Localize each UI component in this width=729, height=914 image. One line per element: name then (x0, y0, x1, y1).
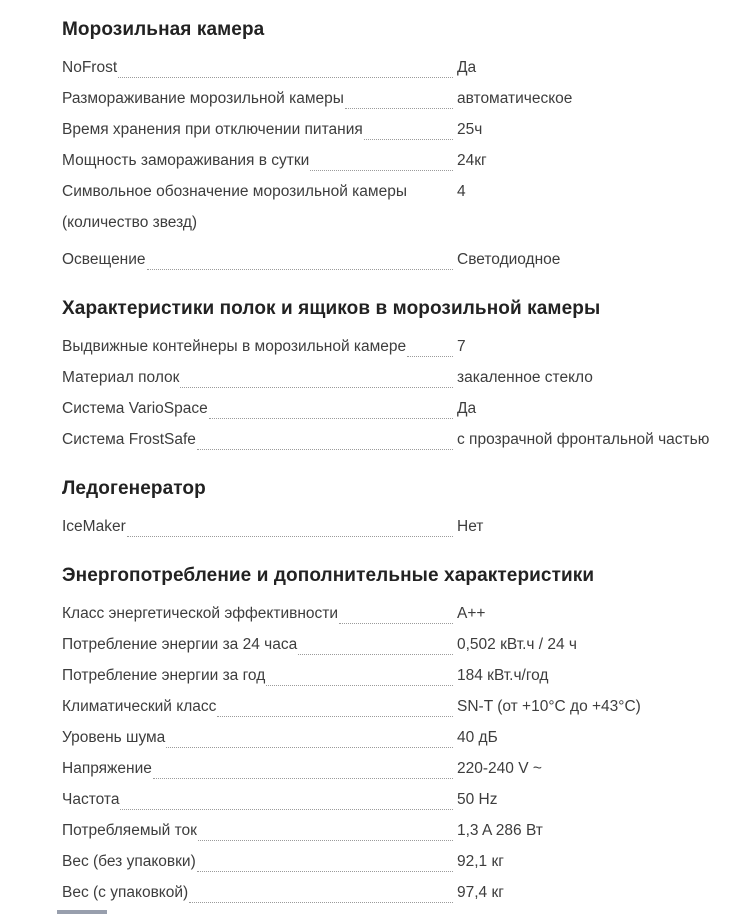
spec-value: 40 дБ (457, 729, 498, 746)
section-title: Ледогенератор (62, 478, 206, 499)
section-rows (62, 598, 667, 908)
dotted-leader (217, 716, 453, 717)
spec-label: Частота (62, 791, 120, 808)
dotted-leader (197, 449, 453, 450)
spec-row (62, 753, 729, 784)
spec-value: Нет (457, 518, 484, 535)
spec-value: 184 кВт.ч/год (457, 667, 549, 684)
spec-label: Мощность замораживания в сутки (62, 152, 310, 169)
section-title: Характеристики полок и ящиков в морозильной камеры (62, 298, 601, 319)
spec-row (62, 511, 729, 542)
spec-value: Да (457, 59, 477, 76)
spec-label: Вес (с упаковкой) (62, 884, 189, 901)
spec-label: Освещение (62, 251, 146, 268)
spec-label: Система FrostSafe (62, 431, 196, 448)
dotted-leader (120, 809, 453, 810)
dotted-leader (147, 269, 453, 270)
dotted-leader (339, 623, 453, 624)
spec-label: Вес (без упаковки) (62, 853, 196, 870)
spec-value: с прозрачной фронтальной частью (457, 431, 710, 448)
dotted-leader (364, 139, 453, 140)
spec-value: 220-240 V ~ (457, 760, 542, 777)
spec-row (62, 629, 729, 660)
spec-value: 92,1 кг (457, 853, 504, 870)
spec-label: Потребление энергии за год (62, 667, 266, 684)
spec-value: 7 (457, 338, 466, 355)
spec-label: Класс энергетической эффективности (62, 605, 339, 622)
spec-row (62, 331, 729, 362)
spec-value: SN-T (от +10°C до +43°C) (457, 698, 641, 715)
spec-value: 1,3 A 286 Вт (457, 822, 543, 839)
spec-row (62, 393, 729, 424)
section-title: Морозильная камера (62, 19, 265, 40)
spec-label: Размораживание морозильной камеры (62, 90, 344, 107)
spec-row (62, 660, 729, 691)
spec-row (62, 114, 729, 145)
spec-label: Выдвижные контейнеры в морозильной камере (62, 338, 407, 355)
spec-section (62, 562, 667, 908)
spec-row (62, 52, 729, 83)
spec-row (62, 722, 729, 753)
spec-value: 25ч (457, 121, 483, 138)
spec-row (62, 598, 729, 629)
spec-label: Уровень шума (62, 729, 166, 746)
spec-label: Потребление энергии за 24 часа (62, 636, 298, 653)
spec-row (62, 846, 729, 877)
dotted-leader (166, 747, 453, 748)
spec-row (62, 877, 729, 908)
dotted-leader (198, 840, 453, 841)
spec-value: 0,502 кВт.ч / 24 ч (457, 636, 578, 653)
spec-label: IceMaker (62, 518, 126, 535)
spec-section (62, 295, 710, 455)
spec-row (62, 83, 729, 114)
spec-value: закаленное стекло (457, 369, 593, 386)
spec-value: Да (457, 400, 477, 417)
spec-row (62, 145, 729, 176)
dotted-leader (345, 108, 453, 109)
dotted-leader (118, 77, 453, 78)
spec-label: Потребляемый ток (62, 822, 197, 839)
spec-row (62, 244, 729, 275)
spec-row (62, 815, 729, 846)
dotted-leader (209, 418, 453, 419)
spec-label: Время хранения при отключении питания (62, 121, 363, 138)
spec-label: Система VarioSpace (62, 400, 208, 417)
dotted-leader (298, 654, 453, 655)
spec-value: 97,4 кг (457, 884, 504, 901)
dotted-leader (197, 871, 453, 872)
spec-section (62, 16, 667, 275)
spec-value: 4 (457, 183, 466, 200)
spec-row (62, 424, 729, 455)
dotted-leader (310, 170, 453, 171)
spec-row (62, 176, 729, 244)
partial-bottom-button[interactable] (57, 910, 107, 914)
dotted-leader (153, 778, 453, 779)
spec-label: Материал полок (62, 369, 180, 386)
spec-row (62, 784, 729, 815)
spec-value: автоматическое (457, 90, 573, 107)
spec-row (62, 362, 729, 393)
spec-value: 50 Hz (457, 791, 498, 808)
section-rows (62, 331, 710, 455)
spec-row (62, 691, 729, 722)
section-rows (62, 511, 667, 542)
section-title: Энергопотребление и дополнительные характеристики (62, 565, 595, 586)
dotted-leader (180, 387, 453, 388)
spec-value: Светодиодное (457, 251, 561, 268)
section-rows (62, 52, 667, 275)
dotted-leader (407, 356, 453, 357)
spec-label: NoFrost (62, 59, 118, 76)
spec-value: A++ (457, 605, 486, 622)
dotted-leader (189, 902, 453, 903)
dotted-leader (127, 536, 453, 537)
spec-label: Климатический класс (62, 698, 217, 715)
spec-label: Напряжение (62, 760, 152, 777)
spec-value: 24кг (457, 152, 487, 169)
dotted-leader (266, 685, 453, 686)
spec-label: Символьное обозначение морозильной камеры (количество звезд) (62, 183, 407, 231)
spec-section (62, 475, 667, 542)
